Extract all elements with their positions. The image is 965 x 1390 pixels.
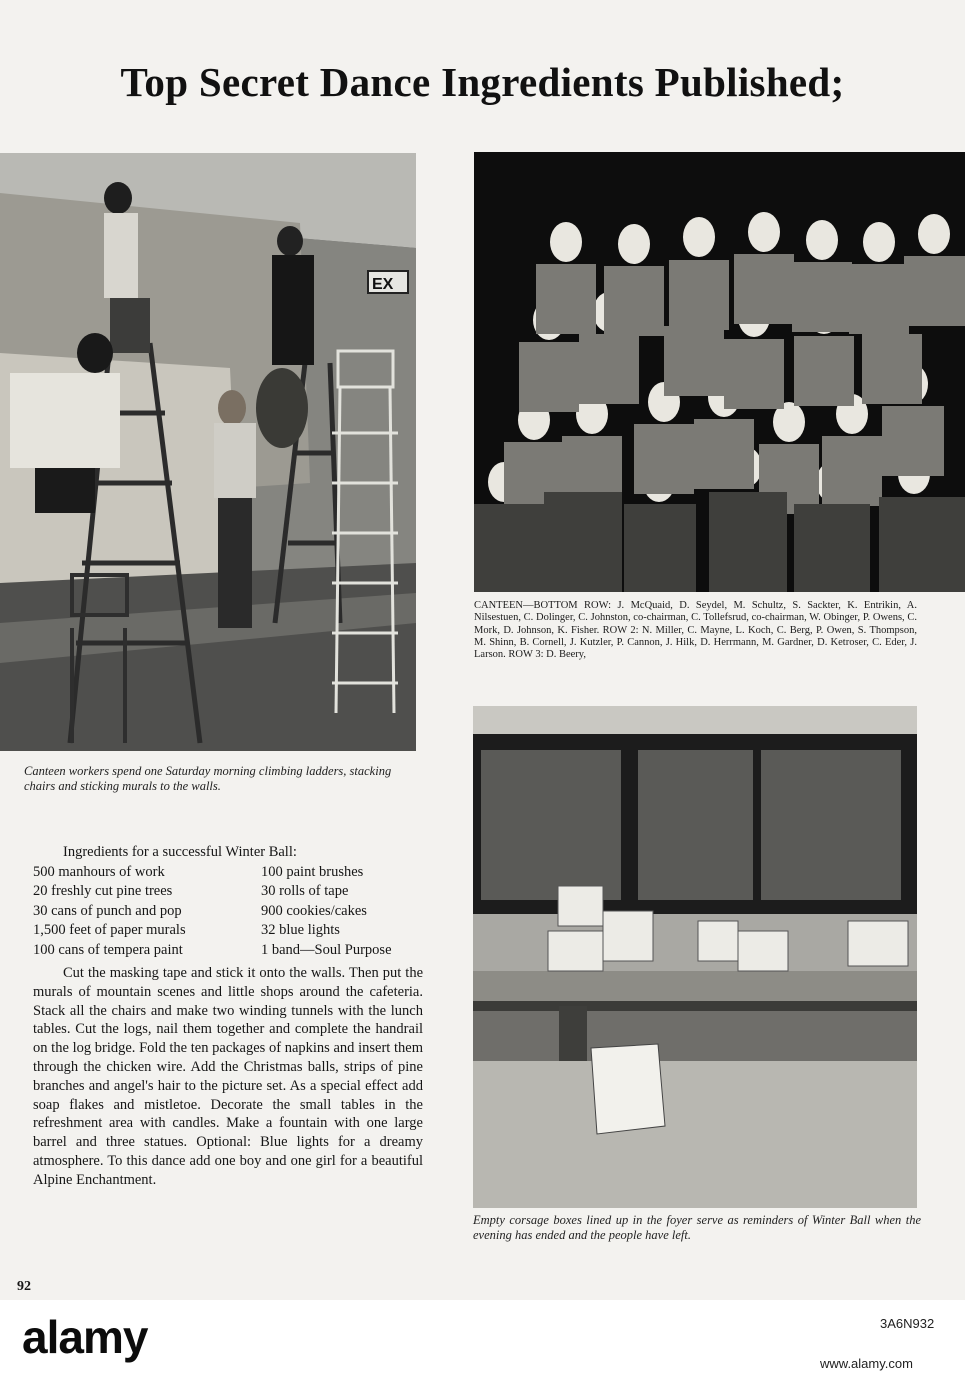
photo-corsage-boxes — [473, 706, 917, 1208]
watermark-url: www.alamy.com — [820, 1356, 913, 1371]
photo-canteen-group — [474, 152, 965, 592]
watermark-image-id: 3A6N932 — [880, 1316, 935, 1331]
page-number: 92 — [17, 1279, 31, 1294]
ingredients-grid — [33, 863, 433, 961]
caption-corsage-boxes: Empty corsage boxes lined up in the foyer serve as reminders of Winter Ball when the evening has ended and the people have left. — [473, 1213, 921, 1242]
page-headline: Top Secret Dance Ingredients Published; — [120, 59, 845, 105]
ingredient-item: 900 cookies/cakes — [261, 902, 367, 919]
ingredient-item: 100 cans of tempera paint — [33, 941, 183, 958]
ingredients-intro: Ingredients for a successful Winter Ball: — [63, 844, 297, 860]
ingredient-item: 20 freshly cut pine trees — [33, 883, 173, 899]
caption-canteen-names: CANTEEN—BOTTOM ROW: J. McQuaid, D. Seydel, M. Schultz, S. Sackter, K. Entrikin, A. Nilsestuen, C. Dolinger, C. Johnston, co-chairman, C. Tollefsrud, co-chairman, W. Obinger, P. Owens, C. Mork, D. Johnson, K. Fisher. ROW 2: N. Miller, C. Mayne, L. Koch, C. Berg, P. Owen, S. Thompson, M. Shinn, B. Cornell, J. Kutzler, P. Cannon, J. Hilk, D. Herrmann, M. Gardner, D. Ketroser, C. Eder, J. Larson. ROW 3: D. Beery, — [474, 600, 917, 661]
caption-workers-on-ladders: Canteen workers spend one Saturday morning climbing ladders, stacking chairs and sticking murals to the walls. — [24, 764, 392, 793]
watermark-logo: alamy — [22, 1311, 148, 1363]
ingredient-item: 1 band—Soul Purpose — [261, 941, 392, 958]
photo-workers-on-ladders — [0, 153, 416, 751]
ingredient-item: 100 paint brushes — [261, 863, 364, 880]
ingredient-item: 500 manhours of work — [33, 863, 165, 880]
ingredients-list — [33, 843, 433, 960]
exit-sign-text: EX — [372, 276, 394, 293]
article-body: Cut the masking tape and stick it onto the walls. Then put the murals of mountain scenes and little shops around the cafeteria. Stack all the chairs and make two winding tunnels with the lunch tables. Cut the logs, nail them together and complete the handrail on the log bridge. Fold the ten packages of napkins and insert them through the chicken wire. Add the Christmas balls, strips of pine branches and angel's hair to the picture set. As a special effect add soap flakes and mistletoe. Decorate the small tables in the refreshment area with candles. Make a fountain with one large barrel and three statues. Optional: Blue lights for a dreamy atmosphere. To this dance add one boy and one girl for a beautiful Alpine Enchantment. — [33, 965, 423, 1188]
ingredient-item: 1,500 feet of paper murals — [33, 922, 186, 938]
ingredient-item: 30 cans of punch and pop — [33, 902, 182, 919]
ingredient-item: 32 blue lights — [261, 922, 340, 938]
ingredient-item: 30 rolls of tape — [261, 883, 349, 899]
